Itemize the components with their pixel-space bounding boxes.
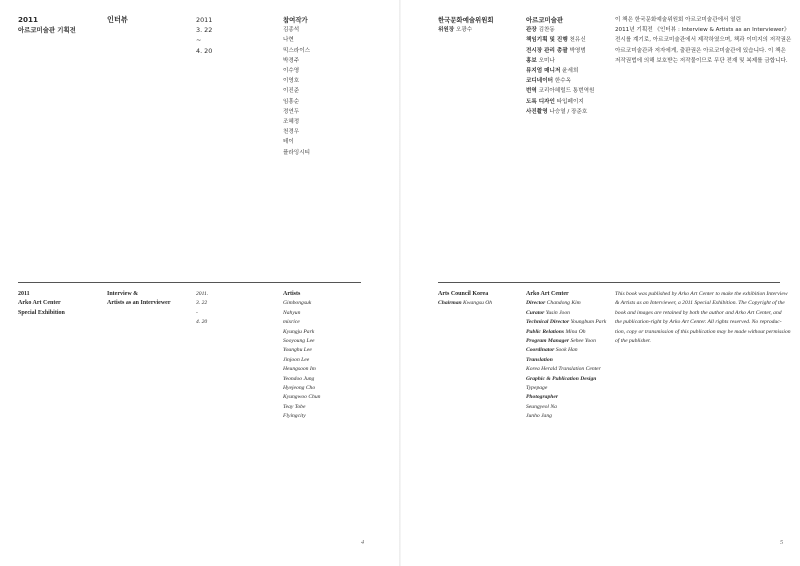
ko-credit-name: 오미나 xyxy=(538,57,555,64)
en-council-chair xyxy=(438,299,492,308)
en-credit-name: Typepage xyxy=(526,385,548,392)
en-artist-name: Kyungwoo Chun xyxy=(283,394,321,401)
en-artists-heading: Artists xyxy=(283,291,301,297)
ko-notice-line: 저작권법에 의해 보호받는 저작물이므로 무단 전재 및 복제를 금합니다. xyxy=(615,57,788,64)
en-credit-role: Translation xyxy=(526,356,553,363)
ko-artist-name: 테이 xyxy=(283,139,294,146)
ko-credit-line xyxy=(526,66,594,76)
en-exhibition-type: Special Exhibition xyxy=(18,309,65,316)
en-credit-name: Chandong Kim xyxy=(546,300,581,307)
ko-credit-name: 김찬동 xyxy=(538,27,555,34)
page-number-left: 4 xyxy=(361,539,365,546)
en-notice xyxy=(615,290,791,346)
ko-credits-column xyxy=(526,15,594,117)
en-artist-name: Flyingcity xyxy=(283,413,306,420)
en-credits-column xyxy=(526,290,606,422)
en-notice-line: the publication-right by Arko Art Center. All rights reserved. No reproduc- xyxy=(615,319,782,326)
en-credit-role: Coordinator xyxy=(526,347,555,354)
ko-exhibition-type: 아르코미술관 기획전 xyxy=(18,26,76,35)
ko-credit-name: 한수옥 xyxy=(554,78,572,85)
ko-credit-name: 천유신 xyxy=(569,37,586,44)
ko-credit-line xyxy=(526,76,594,86)
ko-credit-role: 책임기획 및 진행 xyxy=(526,37,568,44)
ko-notice xyxy=(615,15,791,66)
ko-dates-column xyxy=(196,15,212,56)
en-artist-name: Jinjoon Lee xyxy=(283,356,310,363)
ko-chair-name: 오광수 xyxy=(456,27,473,34)
en-credit-name: Junho Jang xyxy=(526,413,552,420)
en-artist-name: Teay Tobe xyxy=(283,403,306,410)
ko-date-end: 4. 20 xyxy=(196,46,213,55)
left-divider-rule xyxy=(18,282,361,283)
ko-credit-name: 코리아헤럴드 통번역원 xyxy=(538,88,595,95)
en-title-column xyxy=(107,290,171,309)
ko-year: 2011 xyxy=(18,15,39,24)
en-artist-name: Younghu Lee xyxy=(283,347,312,354)
ko-credit-role: 홍보 xyxy=(526,57,537,64)
ko-artist-name: 김종석 xyxy=(283,27,300,34)
ko-artist-name: 임흥순 xyxy=(283,98,300,105)
ko-notice-line: 2011년 기획전 《인터뷰 : Interview & Artists as an Interviewer》 xyxy=(615,27,790,34)
en-artist-name: mixrice xyxy=(283,319,300,326)
ko-credits-list xyxy=(526,25,594,117)
ko-date-year: 2011 xyxy=(196,16,213,24)
ko-notice-line: 아르코미술관과 저자에게, 출판권은 아르코미술관에 있습니다. 이 책은 xyxy=(615,47,786,54)
ko-artist-name: 이영호 xyxy=(283,78,300,85)
en-artist-name: Nahyun xyxy=(283,309,301,316)
ko-credit-role: 관장 xyxy=(526,27,537,34)
en-credit-name: Yusin Joon xyxy=(545,309,570,316)
en-artist-name: Hyejeong Cho xyxy=(283,385,316,392)
ko-credit-line xyxy=(526,56,594,66)
ko-date-sep: ~ xyxy=(196,36,202,45)
ko-title: 인터뷰 xyxy=(107,15,128,24)
en-credit-line xyxy=(526,356,606,365)
ko-artists-column xyxy=(283,15,310,158)
ko-artist-name: 천경우 xyxy=(283,129,300,136)
ko-artists-heading: 참여작가 xyxy=(283,16,308,24)
ko-credit-name: 윤세희 xyxy=(562,68,579,75)
en-credits-list xyxy=(526,299,606,421)
ko-council-column xyxy=(438,15,494,35)
en-council-column xyxy=(438,290,492,309)
right-divider-rule xyxy=(438,282,780,283)
ko-year-column xyxy=(18,15,76,35)
ko-artist-name: 나현 xyxy=(283,37,294,44)
ko-notice-lines xyxy=(615,15,791,66)
en-credit-role: Technical Director xyxy=(526,319,570,326)
ko-notice-line: 전시를 계기로, 아르코미술관에서 제작하였으며, 책과 이미지의 저작권은 xyxy=(615,37,792,44)
en-credit-line xyxy=(526,337,606,346)
en-notice-line: tion, copy or transmission of this publication may be made without permission xyxy=(615,328,791,335)
en-credit-line xyxy=(526,309,606,318)
ko-credit-name: 박영범 xyxy=(569,47,586,54)
en-credit-name: Youngbum Park xyxy=(570,319,607,326)
en-credit-line xyxy=(526,375,606,384)
en-credit-role: Curator xyxy=(526,309,545,316)
en-date-end: 4. 20 xyxy=(196,319,208,326)
en-credit-line xyxy=(526,328,606,337)
en-credit-name: Sehee Yoon xyxy=(570,338,596,345)
en-credit-line xyxy=(526,393,606,402)
ko-credit-role: 번역 xyxy=(526,88,537,95)
ko-artist-name: 정연두 xyxy=(283,108,300,115)
ko-artist-name: 플라잉시티 xyxy=(283,149,311,156)
ko-credit-line xyxy=(526,25,594,35)
en-credit-line xyxy=(526,299,606,308)
en-credit-role: Public Relations xyxy=(526,328,565,335)
ko-title-column xyxy=(107,15,128,25)
en-artists-list xyxy=(283,299,320,421)
en-credit-role: Graphic & Publication Design xyxy=(526,375,597,382)
ko-artist-name: 박경주 xyxy=(283,57,300,64)
en-council-name: Arts Council Korea xyxy=(438,291,489,297)
en-artist-name: Yeondoo Jung xyxy=(283,375,315,382)
ko-credit-name: 나승열 / 장준호 xyxy=(549,108,588,115)
ko-credit-role: 코디네이터 xyxy=(526,78,554,85)
en-credit-line xyxy=(526,346,606,355)
en-artists-column xyxy=(283,290,320,422)
en-credit-line xyxy=(526,384,606,393)
ko-credit-name: 타입페이지 xyxy=(556,98,584,105)
ko-credit-line xyxy=(526,46,594,56)
en-credit-line xyxy=(526,365,606,374)
en-credit-line xyxy=(526,412,606,421)
en-title-line-1: Interview & xyxy=(107,291,139,297)
en-credit-line xyxy=(526,403,606,412)
en-credit-name: Seungyeol Na xyxy=(526,403,557,410)
ko-credit-role: 전시장 관리 총괄 xyxy=(526,47,568,54)
en-credit-name: Korea Herald Translation Center xyxy=(526,366,601,373)
ko-notice-line: 이 책은 한국문화예술위원회 아르코미술관에서 열린 xyxy=(615,17,741,23)
en-notice-line: & Artists as an Interviewer, a 2011 Special Exhibition. The Copyright of the xyxy=(615,300,785,307)
ko-artists-list xyxy=(283,25,310,158)
right-page xyxy=(400,0,800,566)
ko-council-name: 한국문화예술위원회 xyxy=(438,16,494,24)
en-year: 2011 xyxy=(18,291,30,297)
ko-credit-line xyxy=(526,35,594,45)
en-date-start: 3. 22 xyxy=(196,300,208,307)
en-dates-column xyxy=(196,290,208,328)
en-chair-role: Chairman xyxy=(438,300,462,307)
en-artist-name: Gimbongsuk xyxy=(283,300,312,307)
en-artist-name: Heungsoon Im xyxy=(283,366,316,373)
en-year-column xyxy=(18,290,65,318)
en-credit-role: Director xyxy=(526,300,546,307)
en-credit-name: Sook Han xyxy=(555,347,578,354)
en-date-year: 2011. xyxy=(196,291,209,297)
ko-artist-name: 믹스라이스 xyxy=(283,47,311,54)
en-artist-name: Sooyoung Lee xyxy=(283,338,315,345)
en-artist-name: Kyungju Park xyxy=(283,328,315,335)
en-venue: Arko Art Center xyxy=(18,300,61,307)
en-date-sep: - xyxy=(196,309,198,316)
en-notice-lines xyxy=(615,290,791,346)
ko-credit-line xyxy=(526,97,594,107)
en-credit-role: Program Manager xyxy=(526,338,570,345)
en-title-line-2: Artists as an Interviewer xyxy=(107,300,171,307)
ko-artist-name: 조혜정 xyxy=(283,119,300,126)
en-notice-line: This book was published by Arko Art Center to make the exhibition Interview xyxy=(615,291,788,297)
ko-artist-name: 이수영 xyxy=(283,68,300,75)
en-credit-name: Mina Oh xyxy=(565,328,586,335)
ko-chair-role: 위원장 xyxy=(438,27,455,34)
ko-date-start: 3. 22 xyxy=(196,26,213,35)
en-credit-line xyxy=(526,318,606,327)
ko-council-chair xyxy=(438,25,494,35)
ko-artist-name: 이진준 xyxy=(283,88,300,95)
ko-credit-role: 도록 디자인 xyxy=(526,98,555,105)
ko-center-heading: 아르코미술관 xyxy=(526,16,564,24)
ko-credit-line xyxy=(526,107,594,117)
page-number-right: 5 xyxy=(780,539,784,546)
en-credit-role: Photographer xyxy=(526,394,559,401)
en-notice-line: of the publisher. xyxy=(615,338,651,345)
ko-credit-line xyxy=(526,86,594,96)
en-center-heading: Arko Art Center xyxy=(526,291,569,297)
ko-credit-role: 사진촬영 xyxy=(526,108,548,115)
ko-credit-role: 뮤지엄 매니저 xyxy=(526,68,561,75)
en-chair-name: Kwangsu Oh xyxy=(463,300,493,307)
en-notice-line: book and images are retained by both the author and Arko Art Center, and xyxy=(615,309,782,316)
